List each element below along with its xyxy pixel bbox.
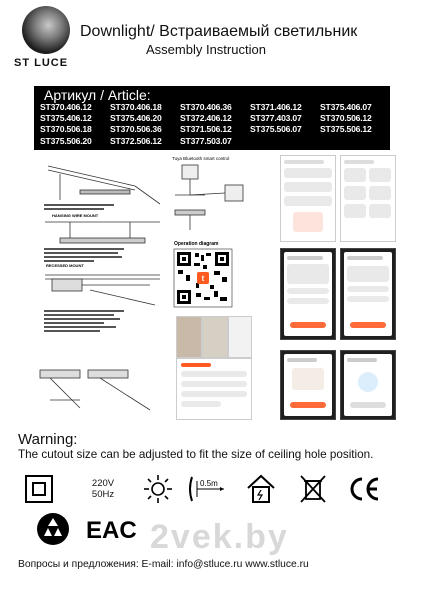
article-code: ST371.506.12: [180, 124, 232, 135]
voltage-label: 220V: [91, 478, 115, 489]
article-code: ST370.506.12: [320, 113, 372, 124]
document-subtitle: Assembly Instruction: [146, 42, 266, 57]
brand-name: ST LUCE: [14, 57, 69, 69]
app-screenshot: [340, 155, 396, 242]
app-screenshot: [280, 350, 336, 420]
article-code: ST377.403.07: [250, 113, 302, 124]
operation-diagram-label: Operation diagram: [174, 241, 219, 247]
article-code: ST375.406.07: [320, 102, 372, 112]
article-code: ST375.406.20: [110, 113, 162, 124]
article-heading: Артикул / Article:: [44, 87, 151, 103]
document-title: Downlight/ Встраиваемый светильник: [80, 23, 358, 40]
connector-diagram: [40, 370, 150, 410]
article-code: ST372.506.12: [110, 135, 162, 146]
distance-label: 0.5m: [200, 479, 218, 488]
frequency-label: 50Hz: [91, 489, 115, 500]
qr-code-icon: [174, 249, 232, 307]
article-code: ST375.506.12: [320, 124, 372, 135]
min-distance-icon: [188, 472, 228, 506]
app-screenshot: [176, 358, 252, 420]
recessed-mount-label: RECESSED MOUNT: [46, 263, 84, 268]
watermark: 2vek.by: [150, 518, 289, 556]
instruction-text-block: [44, 204, 114, 210]
contact-info: Вопросы и предложения: E-mail: info@stluce.ru www.stluce.ru: [18, 559, 309, 570]
article-code: ST372.406.12: [180, 113, 232, 124]
instruction-text-block: [44, 248, 124, 262]
article-code: ST370.406.12: [40, 102, 92, 112]
hanging-wire-mount-label: HANGING WIRE MOUNT: [52, 213, 99, 218]
hanging-mount-diagram: [45, 222, 160, 243]
recycling-icon: [36, 512, 70, 546]
article-code: ST370.506.36: [110, 124, 162, 135]
article-code: ST370.506.18: [40, 124, 92, 135]
article-code: ST371.406.12: [250, 102, 302, 112]
room-photo: [202, 316, 228, 358]
article-code: ST370.406.18: [110, 102, 162, 112]
tuya-label: Tuya Bluetooth smart control: [172, 156, 230, 161]
app-screenshot: [228, 316, 252, 358]
instruction-text-block: [44, 310, 124, 332]
article-codes: [40, 102, 390, 147]
app-screenshot: [280, 155, 336, 242]
ce-mark-icon: [348, 472, 382, 506]
brand-logo-icon: [22, 6, 70, 54]
article-code: ST375.506.07: [250, 124, 302, 135]
smart-control-diagram: [170, 155, 255, 315]
app-screenshot: [280, 248, 336, 340]
article-code: ST375.406.12: [40, 113, 92, 124]
article-list: [34, 86, 390, 150]
warning-heading: Warning:: [18, 431, 78, 448]
installation-diagrams: [40, 160, 170, 415]
app-screenshot: [340, 248, 396, 340]
app-screenshot: [340, 350, 396, 420]
article-code: ST375.506.20: [40, 135, 92, 146]
article-code: ST370.406.36: [180, 102, 232, 112]
indoor-use-icon: [244, 472, 278, 506]
wall-mount-diagram: [48, 166, 160, 204]
light-bulb-icon: [141, 472, 175, 506]
eac-mark-icon: [86, 512, 137, 546]
room-photo: [176, 316, 202, 358]
warning-text: The cutout size can be adjusted to fit the size of ceiling hole position.: [18, 448, 374, 461]
article-code: ST377.503.07: [180, 135, 232, 146]
svg-text:EAC: EAC: [86, 517, 137, 544]
wiring-diagram: [175, 165, 243, 230]
voltage-rating-icon: [86, 472, 120, 506]
svg-text:t: t: [201, 274, 205, 283]
class-ii-insulation-icon: [22, 472, 56, 506]
weee-bin-icon: [296, 472, 330, 506]
recessed-mount-diagram: [45, 275, 160, 305]
